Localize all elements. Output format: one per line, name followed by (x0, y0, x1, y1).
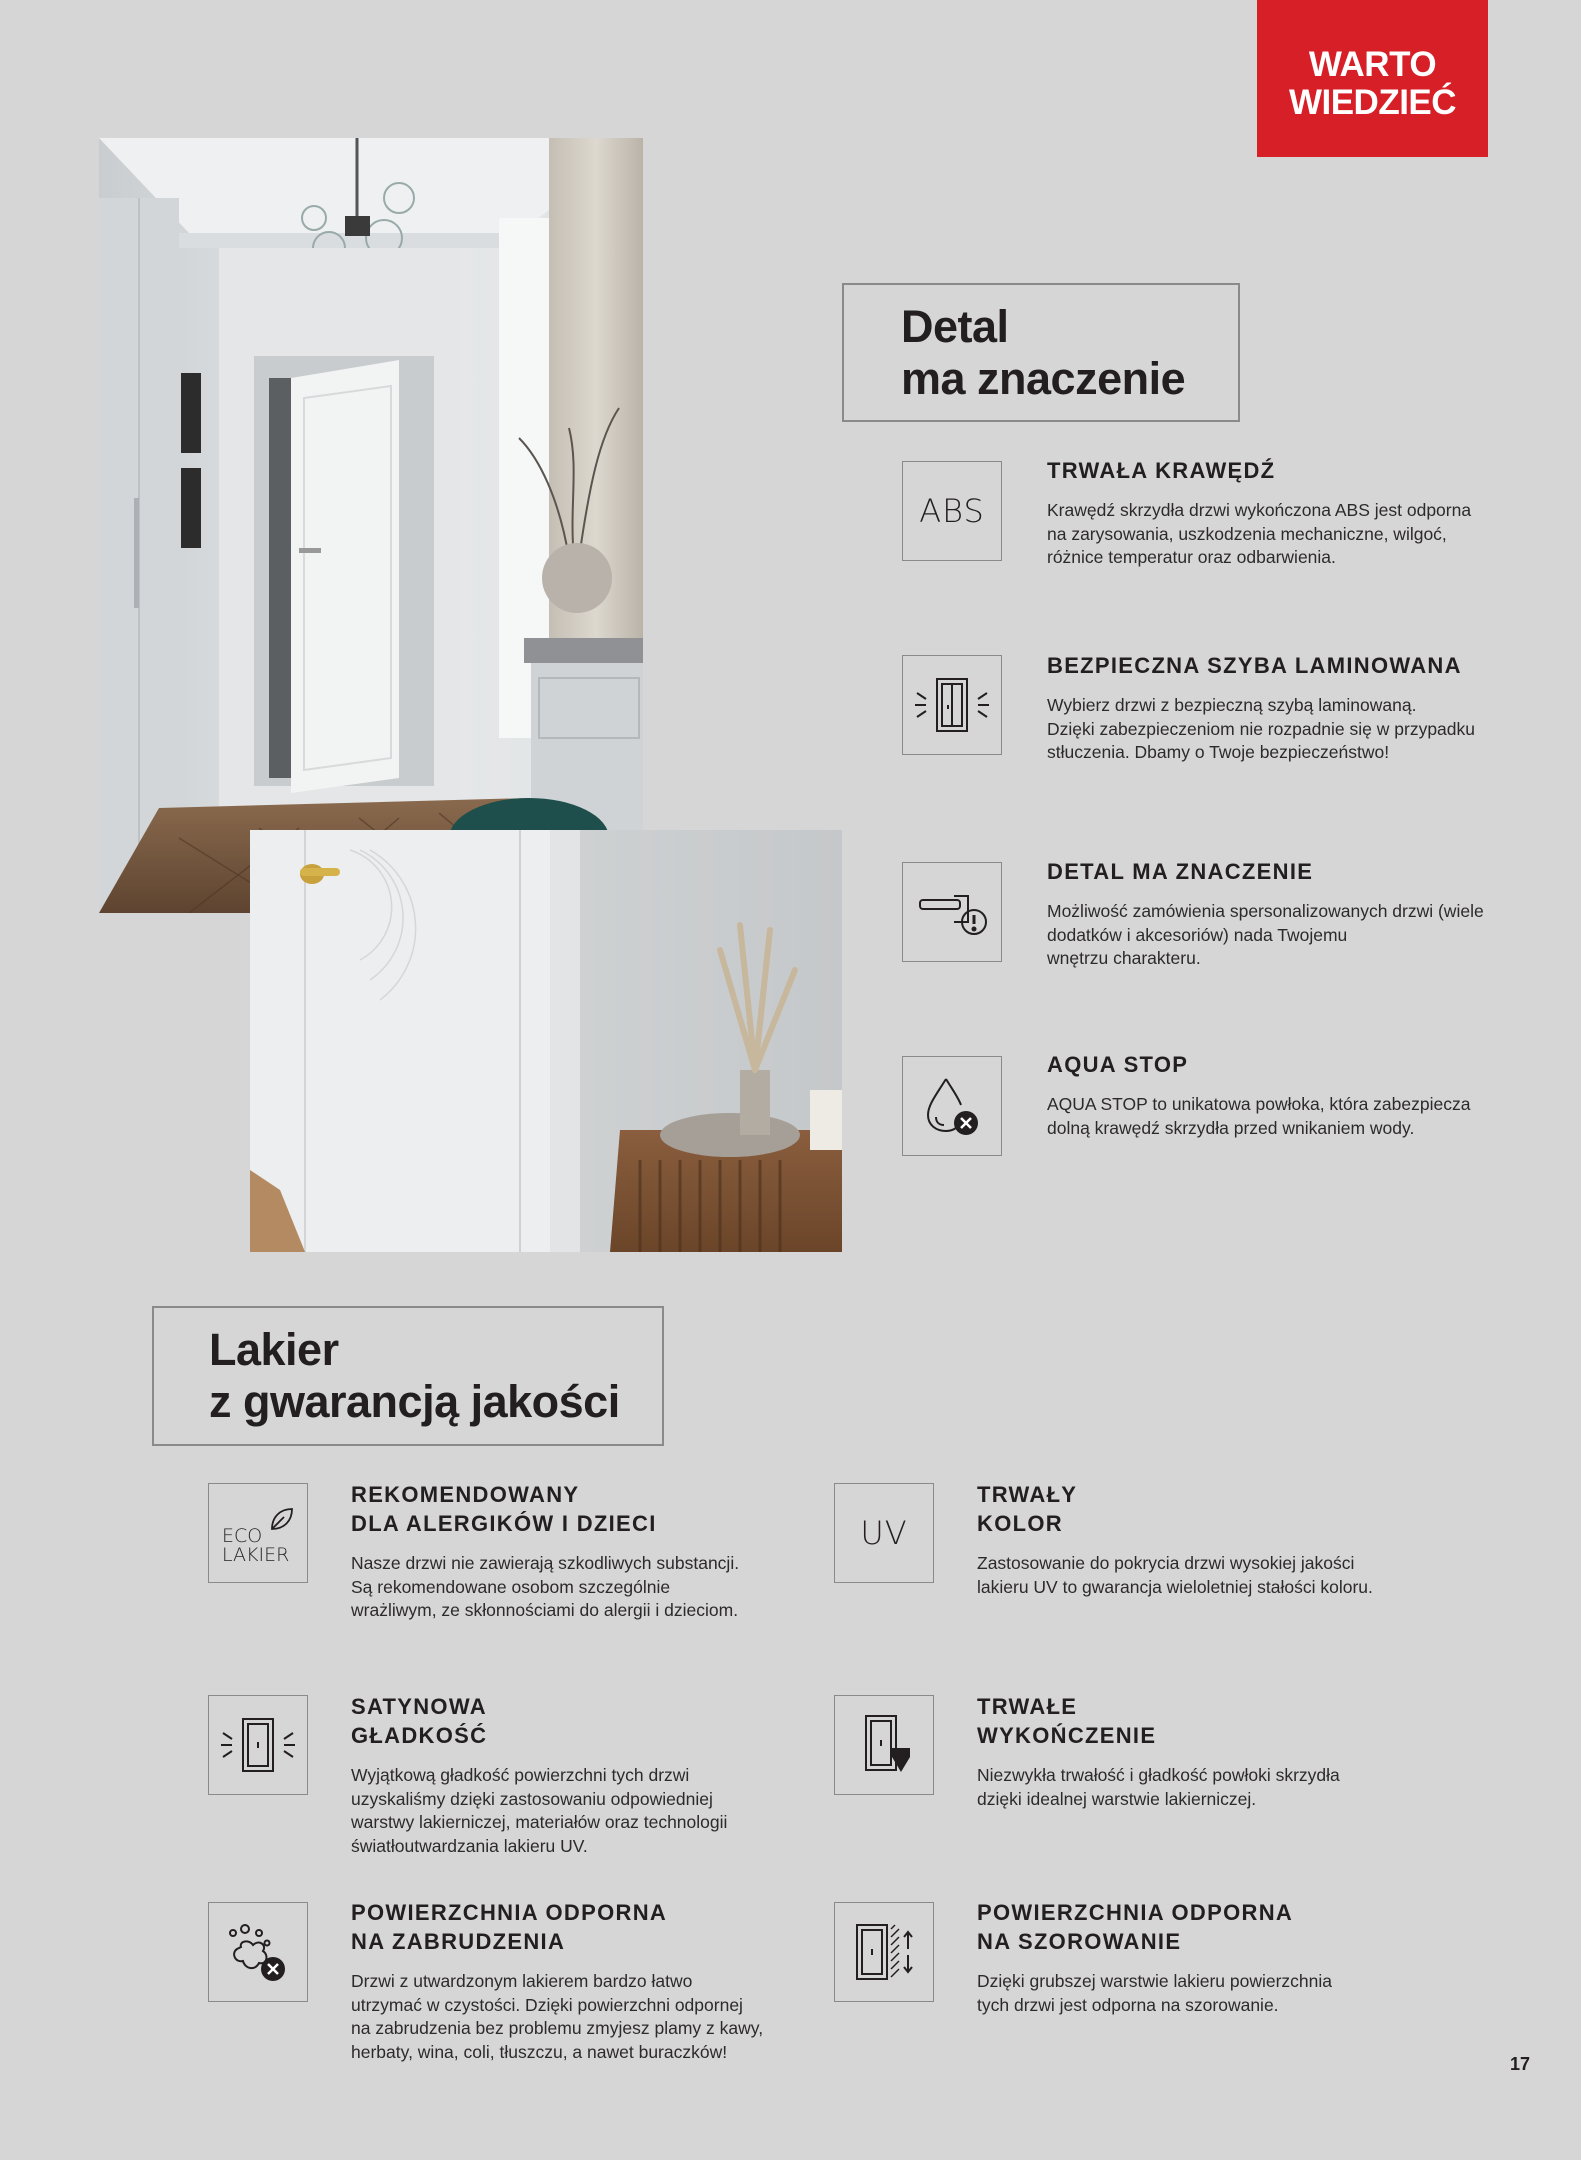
door-coating-icon (834, 1695, 934, 1795)
feature-heading: AQUA STOP (1047, 1052, 1189, 1077)
door-detail-photo (250, 830, 842, 1252)
shiny-door-icon (208, 1695, 308, 1795)
feature-description: AQUA STOP to unikatowa powłoka, która zabezpiecza dolną krawędź skrzydła przed wnikaniem wody. (1047, 1094, 1471, 1138)
feature-description: Drzwi z utwardzonym lakierem bardzo łatwo utrzymać w czystości. Dzięki powierzchni odpornej na zabrudzenia bez problemu zmyjesz plamy z kawy, herbaty, wina, coli, tłuszczu, a nawet buraczków! (351, 1971, 764, 2062)
laminated-glass-door-icon (902, 655, 1002, 755)
abs-icon: ABS (902, 461, 1002, 561)
feature-bezpieczna-szyba (1047, 651, 1557, 765)
title-line-1: Detal (901, 300, 1009, 352)
feature-description: Wybierz drzwi z bezpieczną szybą laminowaną. Dzięki zabezpieczeniom nie rozpadnie się w przypadku stłuczenia. Dbamy o Twoje bezpieczeństwo! (1047, 695, 1475, 762)
feature-description: Krawędź skrzydła drzwi wykończona ABS jest odporna na zarysowania, uszkodzenia mechaniczne, wilgoć, różnice temperatur oraz odbarwienia. (1047, 500, 1472, 567)
title-line-2: ma znaczenie (901, 352, 1186, 404)
feature-description: Dzięki grubszej warstwie lakieru powierzchnia tych drzwi jest odporna na szorowanie. (977, 1971, 1332, 2015)
feature-odporna-na-zabrudzenia (351, 1898, 821, 2064)
feature-description: Nasze drzwi nie zawierają szkodliwych substancji. Są rekomendowane osobom szczególnie wrażliwym, ze skłonnościami do alergii i dzieciom. (351, 1553, 740, 1620)
page-number: 17 (1510, 2054, 1531, 2074)
badge-line-1: WARTO (1308, 44, 1437, 84)
feature-heading: REKOMENDOWANY DLA ALERGIKÓW I DZIECI (351, 1482, 657, 1536)
feature-description: Wyjątkową gładkość powierzchni tych drzwi uzyskaliśmy dzięki zastosowaniu odpowiedniej warstwy lakierniczej, materiałów oraz technologii światłoutwardzania lakieru UV. (351, 1765, 728, 1856)
feature-heading: POWIERZCHNIA ODPORNA NA SZOROWANIE (977, 1900, 1294, 1954)
scrub-resistant-icon (834, 1902, 934, 2002)
feature-aqua-stop (1047, 1050, 1557, 1140)
feature-trwala-krawedz (1047, 456, 1547, 570)
feature-trwaly-kolor (977, 1480, 1457, 1599)
feature-detal-ma-znaczenie (1047, 857, 1567, 971)
stain-resistant-icon (208, 1902, 308, 2002)
section-title-lakier (152, 1306, 664, 1446)
hallway-photo (99, 138, 643, 913)
warto-wiedziec-badge (1257, 0, 1488, 157)
feature-description: Zastosowanie do pokrycia drzwi wysokiej jakości lakieru UV to gwarancja wieloletniej stałości koloru. (977, 1553, 1373, 1597)
feature-description: Możliwość zamówienia spersonalizowanych drzwi (wiele dodatków i akcesoriów) nada Twojemu wnętrzu charakteru. (1047, 901, 1484, 968)
feature-odporna-na-szorowanie (977, 1898, 1457, 2017)
feature-heading: POWIERZCHNIA ODPORNA NA ZABRUDZENIA (351, 1900, 668, 1954)
feature-rekomendowany (351, 1480, 821, 1623)
water-drop-stop-icon (902, 1056, 1002, 1156)
feature-description: Niezwykła trwałość i gładkość powłoki skrzydła dzięki idealnej warstwie lakierniczej. (977, 1765, 1340, 1809)
title-line-2: z gwarancją jakości (209, 1376, 620, 1427)
feature-heading: TRWAŁY KOLOR (977, 1482, 1078, 1536)
feature-heading: DETAL MA ZNACZENIE (1047, 859, 1314, 884)
feature-heading: TRWAŁE WYKOŃCZENIE (977, 1694, 1157, 1748)
feature-trwale-wykonczenie (977, 1692, 1457, 1811)
feature-satynowa-gladkosc (351, 1692, 821, 1858)
section-title-detal (842, 283, 1240, 422)
title-line-1: Lakier (209, 1324, 339, 1375)
feature-heading: BEZPIECZNA SZYBA LAMINOWANA (1047, 653, 1462, 678)
door-handle-alert-icon (902, 862, 1002, 962)
feature-heading: SATYNOWA GŁADKOŚĆ (351, 1694, 488, 1748)
feature-heading: TRWAŁA KRAWĘDŹ (1047, 458, 1276, 483)
badge-line-2: WIEDZIEĆ (1288, 82, 1457, 122)
eco-lakier-icon: ECO LAKIER (208, 1483, 308, 1583)
uv-icon: UV (834, 1483, 934, 1583)
